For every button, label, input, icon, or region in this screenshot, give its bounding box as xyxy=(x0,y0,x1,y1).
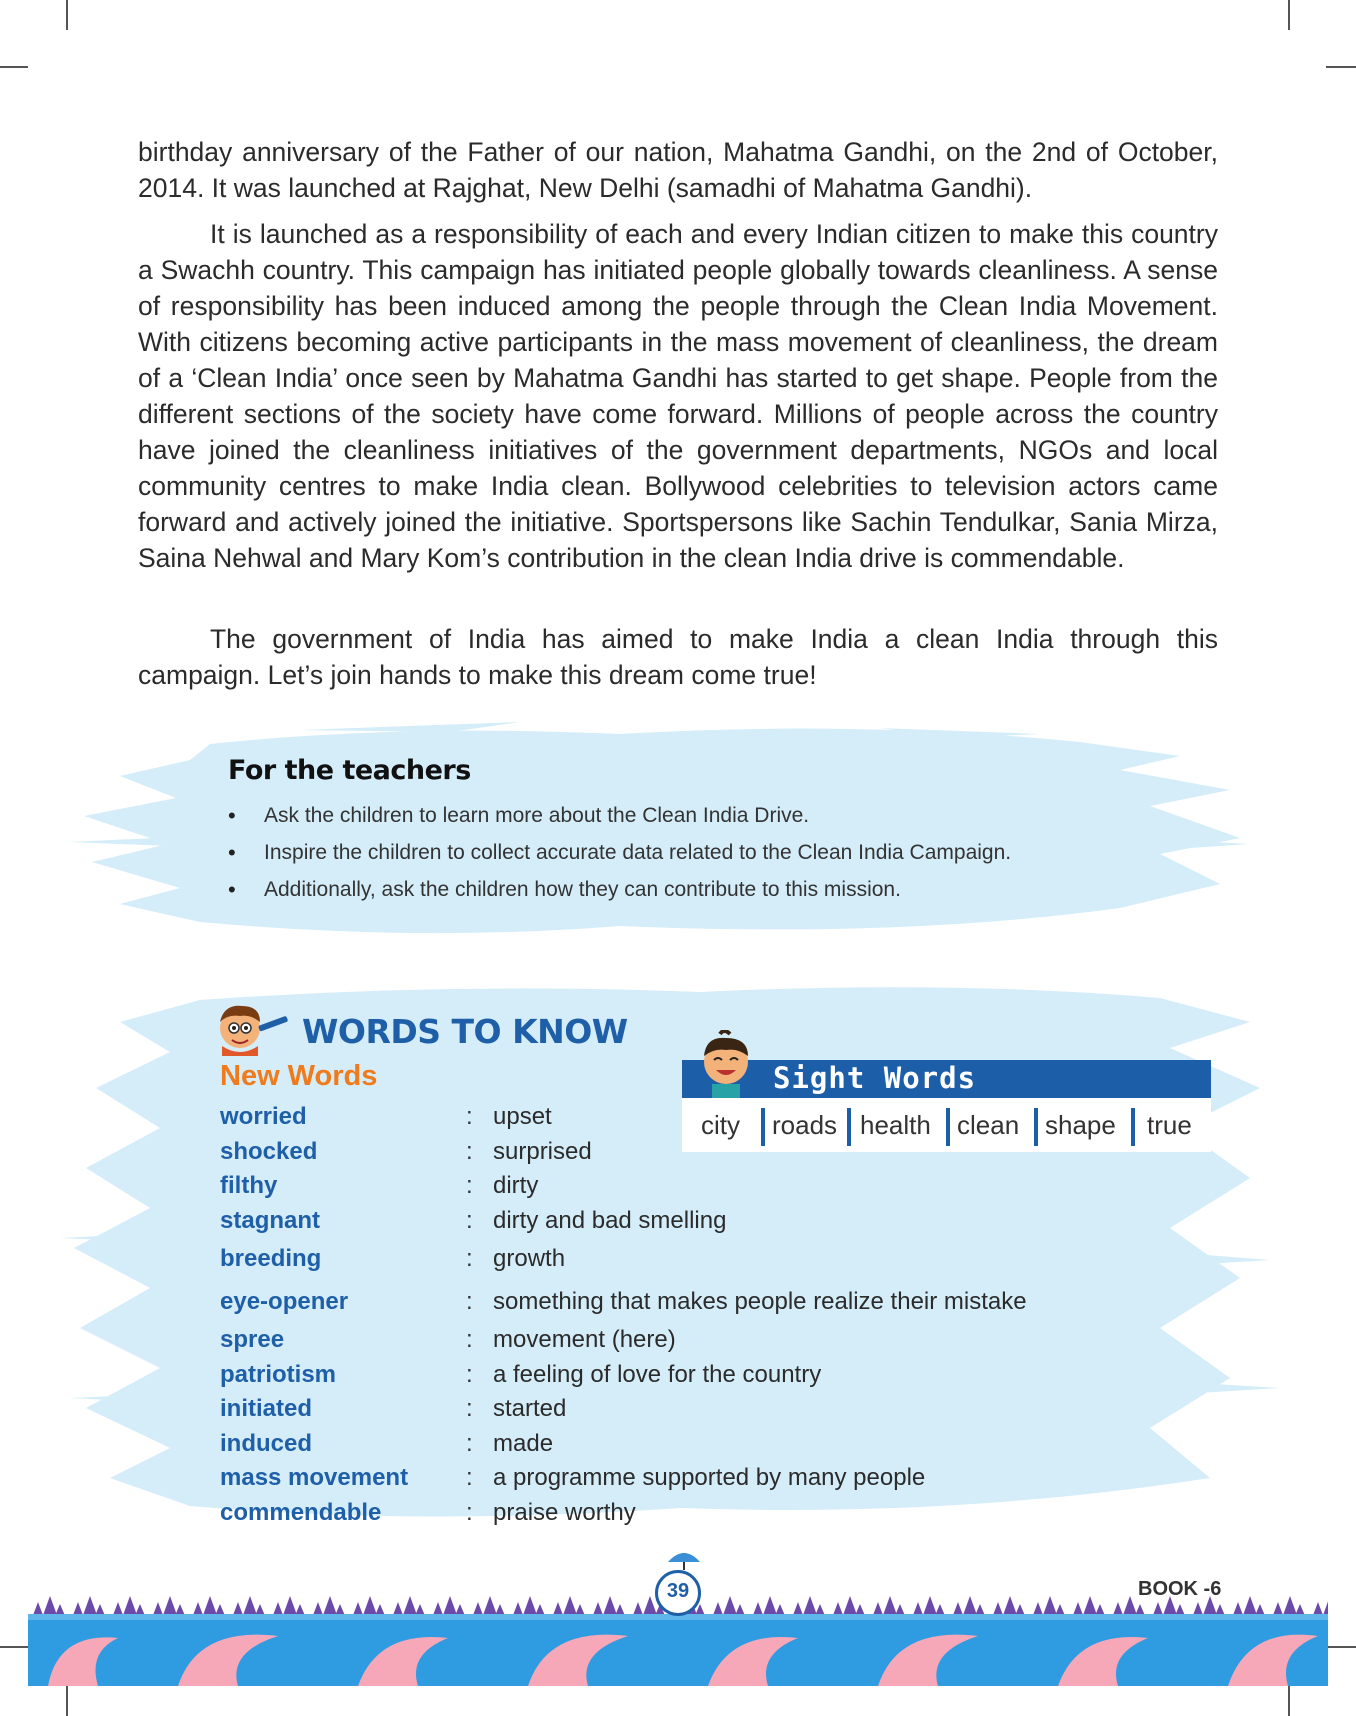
bullet: • xyxy=(228,877,236,902)
body-paragraph-3: The government of India has aimed to make India a clean India through this campaign. Let’s join hands to make this dream come true! xyxy=(138,624,1218,690)
crop-mark xyxy=(0,1646,28,1648)
word-separator: : xyxy=(466,1326,473,1353)
word: mass movement xyxy=(220,1464,409,1491)
crop-mark xyxy=(0,66,28,68)
sight-word: city xyxy=(701,1110,740,1140)
teachers-title: For the teachers xyxy=(228,755,471,786)
word-separator: : xyxy=(466,1395,473,1422)
word-separator: : xyxy=(466,1429,473,1457)
sight-word-divider xyxy=(847,1108,851,1146)
bullet: • xyxy=(228,803,236,828)
bullet: • xyxy=(228,840,236,865)
crop-mark xyxy=(66,1686,68,1716)
new-words-list xyxy=(220,1100,1120,1530)
word: induced xyxy=(220,1429,313,1457)
word-row xyxy=(220,1323,1120,1358)
word-separator: : xyxy=(466,1137,473,1165)
word: worried xyxy=(220,1103,307,1130)
word-separator: : xyxy=(466,1103,473,1130)
sight-words-title: Sight Words xyxy=(773,1061,977,1095)
word-separator: : xyxy=(466,1172,473,1199)
page-number: 39 xyxy=(666,1580,690,1602)
crop-mark xyxy=(66,0,68,30)
word: filthy xyxy=(220,1172,278,1199)
word-meaning: movement (here) xyxy=(493,1326,676,1353)
word-meaning: surprised xyxy=(493,1137,592,1165)
word-meaning: dirty and bad smelling xyxy=(493,1206,727,1234)
word-meaning: dirty xyxy=(493,1172,539,1199)
body-paragraph-1: birthday anniversary of the Father of our nation, Mahatma Gandhi, on the 2nd of October, 2014. It was launched at Rajghat, New Delhi (samadhi of Mahatma Gandhi). xyxy=(138,137,1218,203)
words-to-know-title: WORDS TO KNOW xyxy=(302,1012,628,1051)
word-meaning: made xyxy=(493,1429,554,1457)
word-meaning: upset xyxy=(493,1103,552,1130)
word: patriotism xyxy=(220,1360,337,1388)
sight-word-divider xyxy=(761,1108,765,1146)
word-row xyxy=(220,1496,1120,1531)
word-row xyxy=(220,1461,1120,1496)
word: initiated xyxy=(220,1395,313,1422)
word-separator: : xyxy=(466,1287,473,1315)
word-separator: : xyxy=(466,1360,473,1388)
word-row xyxy=(220,1392,1120,1427)
word-row xyxy=(220,1358,1120,1393)
word: stagnant xyxy=(220,1206,321,1234)
word-row xyxy=(220,1427,1120,1462)
word: commendable xyxy=(220,1498,382,1526)
word-meaning: started xyxy=(493,1395,567,1422)
sight-word-divider xyxy=(1034,1108,1038,1146)
word-separator: : xyxy=(466,1206,473,1234)
crop-mark xyxy=(1326,66,1356,68)
teachers-list xyxy=(224,797,1011,908)
smiling-boy-icon xyxy=(694,1030,758,1098)
word: shocked xyxy=(220,1137,318,1165)
word-separator: : xyxy=(466,1245,473,1272)
umbrella-icon xyxy=(664,1546,704,1572)
list-item: • Inspire the children to collect accurate data related to the Clean India Campaign. xyxy=(224,834,1011,871)
word: eye-opener xyxy=(220,1287,349,1315)
crop-mark xyxy=(1288,1686,1290,1716)
list-item: • Additionally, ask the children how they can contribute to this mission. xyxy=(224,871,1011,908)
sight-word-divider xyxy=(946,1108,950,1146)
word-separator: : xyxy=(466,1498,473,1526)
word-row xyxy=(220,1281,1120,1324)
word-row xyxy=(220,1204,1120,1239)
word: spree xyxy=(220,1326,285,1353)
word-meaning: a feeling of love for the country xyxy=(493,1360,822,1388)
reading-boy-icon xyxy=(214,1000,292,1056)
sight-word: clean xyxy=(957,1110,1020,1140)
sight-word: shape xyxy=(1045,1110,1116,1140)
body-paragraph-2: It is launched as a responsibility of each and every Indian citizen to make this country a Swachh country. This campaign has initiated people globally towards cleanliness. A sense of responsibility has been induced among the people through the Clean India Movement. With citizens becoming active participants in the mass movement of cleanliness, the dream of a ‘Clean India’ once seen by Mahatma Gandhi has started to get shape. People from the different sections of the society have come forward. Millions of people across the country have joined the cleanliness initiatives of the government departments, NGOs and local community centres to make India clean. Bollywood celebrities to television actors came forward and actively joined the initiative. Sportspersons like Sachin Tendulkar, Sania Mirza, Saina Nehwal and Mary Kom’s contribution in the clean India drive is commendable. xyxy=(138,219,1218,573)
word-row xyxy=(220,1169,1120,1204)
word-row xyxy=(220,1238,1120,1281)
crop-mark xyxy=(1326,1646,1356,1648)
list-item: • Ask the children to learn more about the Clean India Drive. xyxy=(224,797,1011,834)
sight-word: health xyxy=(860,1110,931,1140)
book-label: BOOK -6 xyxy=(1138,1578,1222,1600)
word-meaning: growth xyxy=(493,1245,566,1272)
word: breeding xyxy=(220,1245,322,1272)
new-words-title: New Words xyxy=(220,1060,378,1092)
sight-word: roads xyxy=(772,1110,838,1140)
crop-mark xyxy=(1288,0,1290,30)
word-separator: : xyxy=(466,1464,473,1491)
sight-word: true xyxy=(1147,1110,1192,1140)
sight-word-divider xyxy=(1131,1108,1135,1146)
word-meaning: praise worthy xyxy=(493,1498,636,1526)
word-meaning: something that makes people realize their mistake xyxy=(493,1287,1027,1315)
word-meaning: a programme supported by many people xyxy=(493,1464,926,1491)
